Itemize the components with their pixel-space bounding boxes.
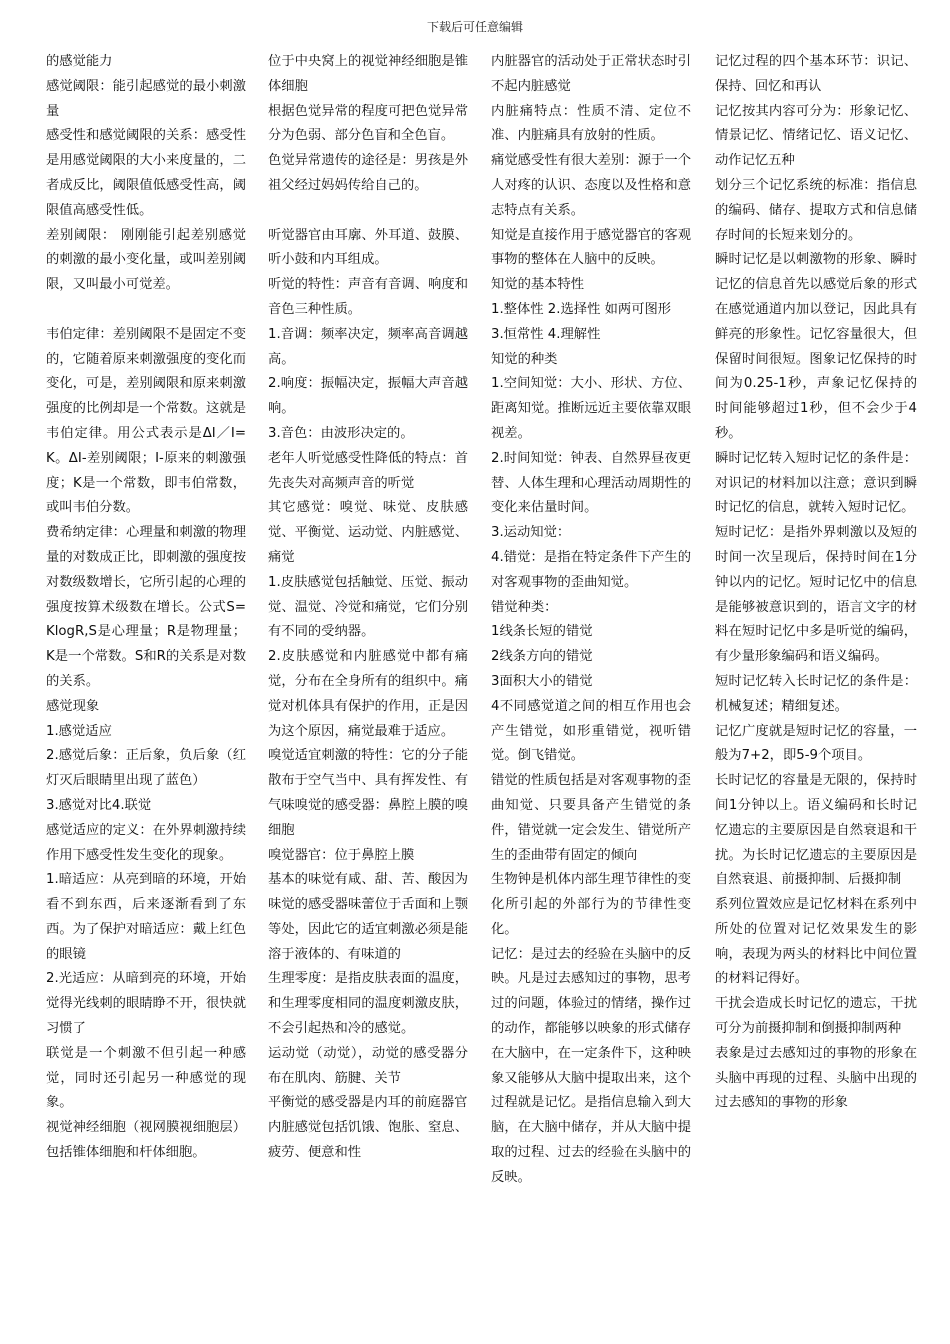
- paragraph: 3.运动知觉：: [491, 525, 571, 541]
- text-column-1: [46, 50, 246, 1335]
- paragraph: 内脏器官的活动处于正常状态时引不起内脏感觉: [491, 54, 691, 94]
- paragraph: 内脏感觉包括饥饿、饱胀、窒息、疲劳、便意和性: [268, 1120, 468, 1161]
- paragraph: 1.皮肤感觉包括触觉、压觉、振动觉、温觉、冷觉和痛觉，它们分别有不同的受纳器。: [268, 574, 468, 640]
- paragraph: 记忆：是过去的经验在头脑中的反映。凡是过去感知过的事物，思考过的问题，体验过的情绪，操作过的动作，都能够以映象的形式储存在大脑中，在一定条件下，这种映象又能够从大脑中提取出来，这个过程就是记忆。是指信息输入到大脑，在大脑中储存，并从大脑中提取的过程、过去的经验在头脑中的反映。: [491, 946, 691, 1185]
- paragraph: 干扰会造成长时记忆的遗忘，干扰可分为前摄抑制和倒摄抑制两种: [715, 996, 917, 1037]
- paragraph: 错觉的性质包括是对客观事物的歪曲知觉、只要具备产生错觉的条件，错觉就一定会发生、错觉所产生的歪曲带有固定的倾向: [491, 773, 691, 863]
- paragraph: 嗅觉适宜刺激的特性：它的分子能散布于空气当中、具有挥发性、有气味嗅觉的感受器：鼻腔上膜的嗅细胞: [268, 748, 468, 838]
- text-column-2: [268, 50, 468, 1335]
- paragraph: 费希纳定律：心理量和刺激的物理量的对数成正比，即刺激的强度按对数级数增长，它所引起的心理的强度按算术级数在增长。公式S=KlogR,S是心理量；R是物理量；K是一个常数。S和R的关系是对数的关系。: [46, 525, 246, 689]
- paragraph: 感觉现象: [46, 698, 100, 714]
- paragraph: 3.感觉对比4.联觉: [46, 797, 152, 813]
- paragraph: 1线条长短的错觉: [491, 624, 593, 640]
- paragraph: 3.音色：由波形决定的。: [268, 425, 414, 441]
- paragraph: 4.错觉：是指在特定条件下产生的对客观事物的歪曲知觉。: [491, 549, 691, 590]
- paragraph: 生理零度：是指皮肤表面的温度，和生理零度相同的温度刺激皮肤，不会引起热和冷的感觉。: [268, 971, 468, 1037]
- paragraph: 生物钟是机体内部生理节律性的变化所引起的外部行为的节律性变化。: [491, 872, 691, 937]
- paragraph: 4不同感觉道之间的相互作用也会产生错觉，如形重错觉，视听错觉。倒飞错觉。: [491, 698, 691, 764]
- paragraph: 错觉种类：: [491, 599, 558, 615]
- paragraph: 视觉神经细胞（视网膜视细胞层）包括锥体细胞和杆体细胞。: [46, 1120, 246, 1161]
- paragraph: 根据色觉异常的程度可把色觉异常分为色弱、部分色盲和全色盲。: [268, 103, 468, 144]
- paragraph: 3面积大小的错觉: [491, 673, 593, 689]
- paragraph: 感觉阈限：能引起感觉的最小刺激量: [46, 78, 246, 119]
- paragraph: 2.皮肤感觉和内脏感觉中都有痛觉，分布在全身所有的组织中。痛觉对机体具有保护的作用，正是因为这个原因，痛觉最难于适应。: [268, 649, 468, 739]
- paragraph: 2.光适应：从暗到亮的环境，开始觉得光线刺的眼睛睁不开，很快就习惯了: [46, 971, 246, 1037]
- paragraph: 1.空间知觉：大小、形状、方位、距离知觉。推断远近主要依靠双眼视差。: [491, 376, 691, 441]
- paragraph: 位于中央窝上的视觉神经细胞是锥体细胞: [268, 54, 468, 94]
- text-column-3: [491, 50, 691, 1335]
- paragraph: 1.整体性 2.选择性 如两可图形: [491, 301, 672, 317]
- paragraph: 记忆按其内容可分为：形象记忆、情景记忆、情绪记忆、语义记忆、动作记忆五种: [715, 103, 917, 169]
- paragraph: 内脏痛特点：性质不清、定位不准、内脏痛具有放射的性质。: [491, 103, 691, 144]
- paragraph: 短时记忆转入长时记忆的条件是：机械复述；精细复述。: [715, 673, 917, 714]
- paragraph: 听觉器官由耳廓、外耳道、鼓膜、听小鼓和内耳组成。: [268, 227, 468, 268]
- paragraph: 表象是过去感知过的事物的形象在头脑中再现的过程、头脑中出现的过去感知的事物的形象: [715, 1045, 917, 1111]
- paragraph: 2.响度：振幅决定，振幅大声音越响。: [268, 376, 468, 417]
- paragraph: 痛觉感受性有很大差别：源于一个人对疼的认识、态度以及性格和意志特点有关系。: [491, 153, 691, 218]
- paragraph: 1.暗适应：从亮到暗的环境，开始看不到东西，后来逐渐看到了东西。为了保护对暗适应：戴上红色的眼镜: [46, 872, 246, 962]
- paragraph: 1.感觉适应: [46, 723, 112, 739]
- paragraph: 划分三个记忆系统的标准：指信息的编码、储存、提取方式和信息储存时间的长短来划分的。: [715, 177, 917, 243]
- paragraph: 平衡觉的感受器是内耳的前庭器官: [268, 1095, 468, 1111]
- paragraph: 系列位置效应是记忆材料在系列中所处的位置对记忆效果发生的影响，表现为两头的材料比中间位置的材料记得好。: [715, 897, 917, 987]
- paragraph: 知觉的种类: [491, 351, 558, 367]
- paragraph: 老年人听觉感受性降低的特点：首先丧失对高频声音的听觉: [268, 450, 468, 491]
- paragraph: 感受性和感觉阈限的关系：感受性是用感觉阈限的大小来度量的，二者成反比，阈限值低感受性高，阈限值高感受性低。: [46, 128, 246, 218]
- paragraph: 2.时间知觉：钟表、自然界昼夜更替、人体生理和心理活动周期性的变化来估量时间。: [491, 450, 691, 516]
- paragraph: 嗅觉器官：位于鼻腔上膜: [268, 847, 415, 863]
- paragraph: 知觉是直接作用于感觉器官的客观事物的整体在人脑中的反映。: [491, 227, 691, 268]
- paragraph: 感觉适应的定义：在外界刺激持续作用下感受性发生变化的现象。: [46, 822, 246, 863]
- paragraph: 其它感觉：嗅觉、味觉、皮肤感觉、平衡觉、运动觉、内脏感觉、痛觉: [268, 500, 468, 565]
- paragraph: 差别阈限： 刚刚能引起差别感觉的刺激的最小变化量，或叫差别阈限，又叫最小可觉差。: [46, 227, 246, 293]
- paragraph: 运动觉（动觉），动觉的感受器分布在肌肉、筋腱、关节: [268, 1045, 468, 1086]
- paragraph: 韦伯定律：差别阈限不是固定不变的，它随着原来刺激强度的变化而变化，可是，差别阈限和原来刺激强度的比例却是一个常数。这就是韦伯定律。用公式表示是ΔI／I=K。ΔI-差别阈限；I-原来的刺激强度；K是一个常数，即韦伯常数，或叫韦伯分数。: [46, 326, 246, 516]
- paragraph: 基本的味觉有咸、甜、苦、酸因为味觉的感受器味蕾位于舌面和上颚等处，因此它的适宜刺激必须是能溶于液体的、有味道的: [268, 872, 468, 962]
- paragraph: 3.恒常性 4.理解性: [491, 326, 601, 342]
- paragraph: 记忆广度就是短时记忆的容量，一般为7+2，即5-9个项目。: [715, 723, 917, 764]
- paragraph: 2线条方向的错觉: [491, 649, 593, 665]
- paragraph: 色觉异常遗传的途径是：男孩是外祖父经过妈妈传给自己的。: [268, 153, 468, 193]
- paragraph: 知觉的基本特性: [491, 277, 585, 293]
- paragraph: 的感觉能力: [46, 54, 113, 69]
- paragraph: 长时记忆的容量是无限的，保持时间1分钟以上。语义编码和长时记忆遗忘的主要原因是自然衰退和干扰。为长时记忆遗忘的主要原因是自然衰退、前摄抑制、后摄抑制: [715, 773, 917, 888]
- paragraph: 瞬时记忆转入短时记忆的条件是：对识记的材料加以注意；意识到瞬时记忆的信息，就转入短时记忆。: [715, 450, 917, 516]
- text-column-4: [715, 50, 917, 1335]
- page-header: 下载后可任意编辑: [426, 20, 523, 34]
- paragraph: 1.音调：频率决定，频率高音调越高。: [268, 326, 468, 367]
- paragraph: 联觉是一个刺激不但引起一种感觉，同时还引起另一种感觉的现象。: [46, 1045, 246, 1111]
- paragraph: 短时记忆：是指外界刺激以及短的时间一次呈现后，保持时间在1分钟以内的记忆。短时记忆中的信息是能够被意识到的，语言文字的材料在短时记忆中多是听觉的编码，有少量形象编码和语义编码。: [715, 525, 917, 665]
- paragraph: 瞬时记忆是以刺激物的形象、瞬时记忆的信息首先以感觉后象的形式在感觉通道内加以登记，因此具有鲜亮的形象性。记忆容量很大，但保留时间很短。图象记忆保持的时间为0.25-1秒，声象记忆保持的时间能够超过1秒，但不会少于4秒。: [715, 252, 917, 441]
- paragraph: 记忆过程的四个基本环节：识记、保持、回忆和再认: [715, 54, 917, 94]
- paragraph: 2.感觉后象：正后象，负后象（红灯灭后眼睛里出现了蓝色）: [46, 748, 246, 789]
- paragraph: 听觉的特性：声音有音调、响度和音色三种性质。: [268, 277, 468, 317]
